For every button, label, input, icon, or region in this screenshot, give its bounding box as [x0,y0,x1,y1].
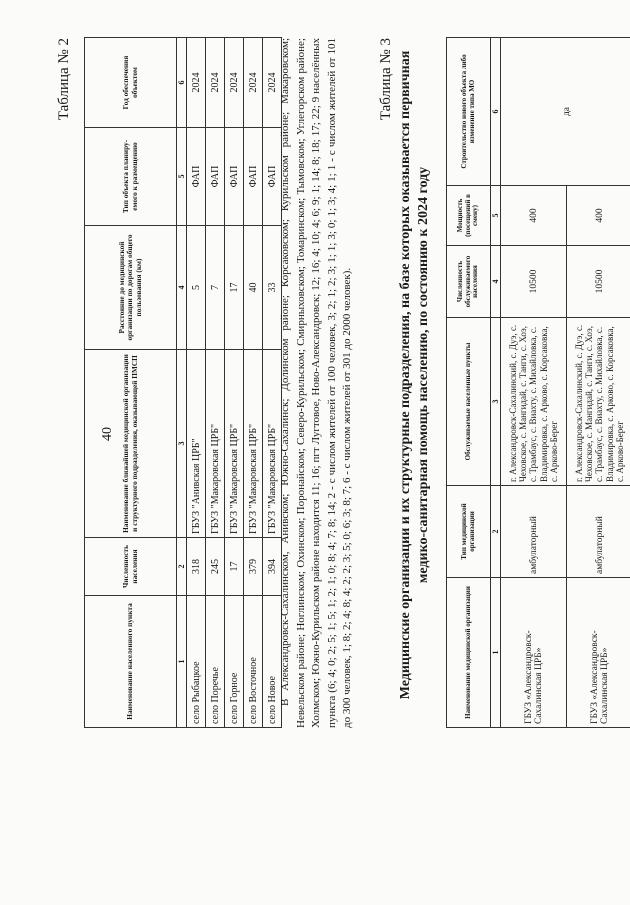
table2-colnum: 1 [177,596,187,728]
table3-header-cell: Мощность (посещений в смену) [447,186,491,246]
object-type: ФАП [187,128,206,226]
settlement-name: село Новое [263,596,282,728]
table-row [206,38,225,728]
table2-header-cell: Наименование населенного пункта [85,596,177,728]
table2-colnum: 5 [177,128,187,226]
table-row [225,38,244,728]
settlement-name: село Рыбацкое [187,596,206,728]
population: 245 [206,538,225,596]
year: 2024 [225,38,244,128]
table3-title: Медицинские организации и их структурные подразделения, на базе которых оказывается первичная медико-санитарная помощь населению, по состоянию к 2024 году [398,50,431,700]
body-paragraph: В Александровск-Сахалинском, Анивском; Южно-Сахалинск; Долинском районе; Корсаковском; Курильском районе; Макаровском; Невельском районе; Ноглинском; Охинском; Поронайском; Северо-Курильском; Смирныховском; Томаринском; Тымовском; Углегорском районе; Холмском; Южно-Курильском районе находится 11; 16; пгт Лугтовое, Ново-Александровск; 12; 16; 4; 10; 4; 6; 9; 1; 14; 8; 18; 17; 22; 9 населённых пункта (6; 4; 0; 2; 5; 1; 5; 1; 2; 1; 0; 8; 4; 7; 8; 14; 2 - с числом жителей от 100 человек, 3; 2; 1; 2; 3; 1; 1; 3; 0; 1; 3; 4; 1; 1 - с числом жителей от 101 до 300 человек, 1; 8; 2; 4; 8; 4; 2; 2; 3; 5; 0; 6; 3; 8; 7; 6 - с числом жителей от 301 до 2000 человек). [279,38,354,728]
medical-organization: ГБУЗ "Макаровская ЦРБ" [263,350,282,538]
landscape-page [40,20,626,880]
table3-colnum: 1 [491,578,501,728]
table3-header-cell: Обслуживаемые населенные пункты [447,318,491,486]
capacity: 400 [501,186,567,246]
population: 379 [244,538,263,596]
table2-colnum: 3 [177,350,187,538]
distance: 5 [187,226,206,350]
year: 2024 [206,38,225,128]
table3-header-cell: Численность обслуживаемого населения [447,246,491,318]
table2-colnum: 4 [177,226,187,350]
table3-colnum: 3 [491,318,501,486]
population: 318 [187,538,206,596]
table-row [187,38,206,728]
settlement-name: село Поречье [206,596,225,728]
year: 2024 [187,38,206,128]
capacity: 400 [567,186,630,246]
table-row [501,38,567,728]
object-type: ФАП [225,128,244,226]
page-number: 40 [100,427,115,441]
medical-organization: ГБУЗ "Макаровская ЦРБ" [225,350,244,538]
rotated-page-container [40,20,626,880]
medical-organization: ГБУЗ "Макаровская ЦРБ" [206,350,225,538]
served-settlements: г. Александровск-Сахалинский, с. Дуэ, с. Чеховское, с. Мангидай, с. Танги, с. Хоэ, с. Трамбаус, с. Виахту, с. Михайловка, с. Владимировка, с. Арково, с. Корсаковка, с. Арково-Берег [567,318,630,486]
table2-header-cell: Численность населения [85,538,177,596]
served-settlements: г. Александровск-Сахалинский, с. Дуэ, с. Чеховское, с. Мангидай, с. Танги, с. Хоэ, с. Трамбаус, с. Виахту, с. Михайловка, с. Владимировка, с. Арково, с. Корсаковка, с. Арково-Берег [501,318,567,486]
organization-type: амбулаторный [501,486,567,578]
table3-label: Таблица № 3 [378,38,394,121]
object-type: ФАП [206,128,225,226]
table-row [244,38,263,728]
distance: 7 [206,226,225,350]
table3-colnum: 6 [491,38,501,186]
served-population: 10500 [567,246,630,318]
table3-header-cell: Строительство нового объекта либо изменение типа МО [447,38,491,186]
year: 2024 [263,38,282,128]
object-type: ФАП [263,128,282,226]
table2 [84,37,282,728]
population: 17 [225,538,244,596]
table2-colnum: 2 [177,538,187,596]
new-construction: да [501,38,630,186]
settlement-name: село Восточное [244,596,263,728]
table2-header-cell: Тип объекта планиру-емого к размещению [85,128,177,226]
table2-header-cell: Наименование ближайшей медицинской организации и структурного подразделения, оказывающей ПМСП [85,350,177,538]
organization-type: амбулаторный [567,486,630,578]
settlement-name: село Горное [225,596,244,728]
table3-header-cell: Наименование медицинской организации [447,578,491,728]
table3-header-cell: Тип медицинской организации [447,486,491,578]
served-population: 10500 [501,246,567,318]
table2-header-cell: Год обеспечения объектом [85,38,177,128]
table2-header-cell: Расстояние до медицинской организации по дорогам общего пользования (км) [85,226,177,350]
table3-colnum: 2 [491,486,501,578]
table3-colnum: 5 [491,186,501,246]
table3 [446,37,630,728]
distance: 40 [244,226,263,350]
table2-label: Таблица № 2 [56,38,72,121]
organization-name: ГБУЗ «Александровск-Сахалинская ЦРБ» [501,578,567,728]
organization-name: ГБУЗ «Александровск-Сахалинская ЦРБ» [567,578,630,728]
distance: 17 [225,226,244,350]
medical-organization: ГБУЗ "Макаровская ЦРБ" [244,350,263,538]
population: 394 [263,538,282,596]
table3-colnum: 4 [491,246,501,318]
medical-organization: ГБУЗ "Анивская ЦРБ" [187,350,206,538]
distance: 33 [263,226,282,350]
year: 2024 [244,38,263,128]
object-type: ФАП [244,128,263,226]
table2-colnum: 6 [177,38,187,128]
